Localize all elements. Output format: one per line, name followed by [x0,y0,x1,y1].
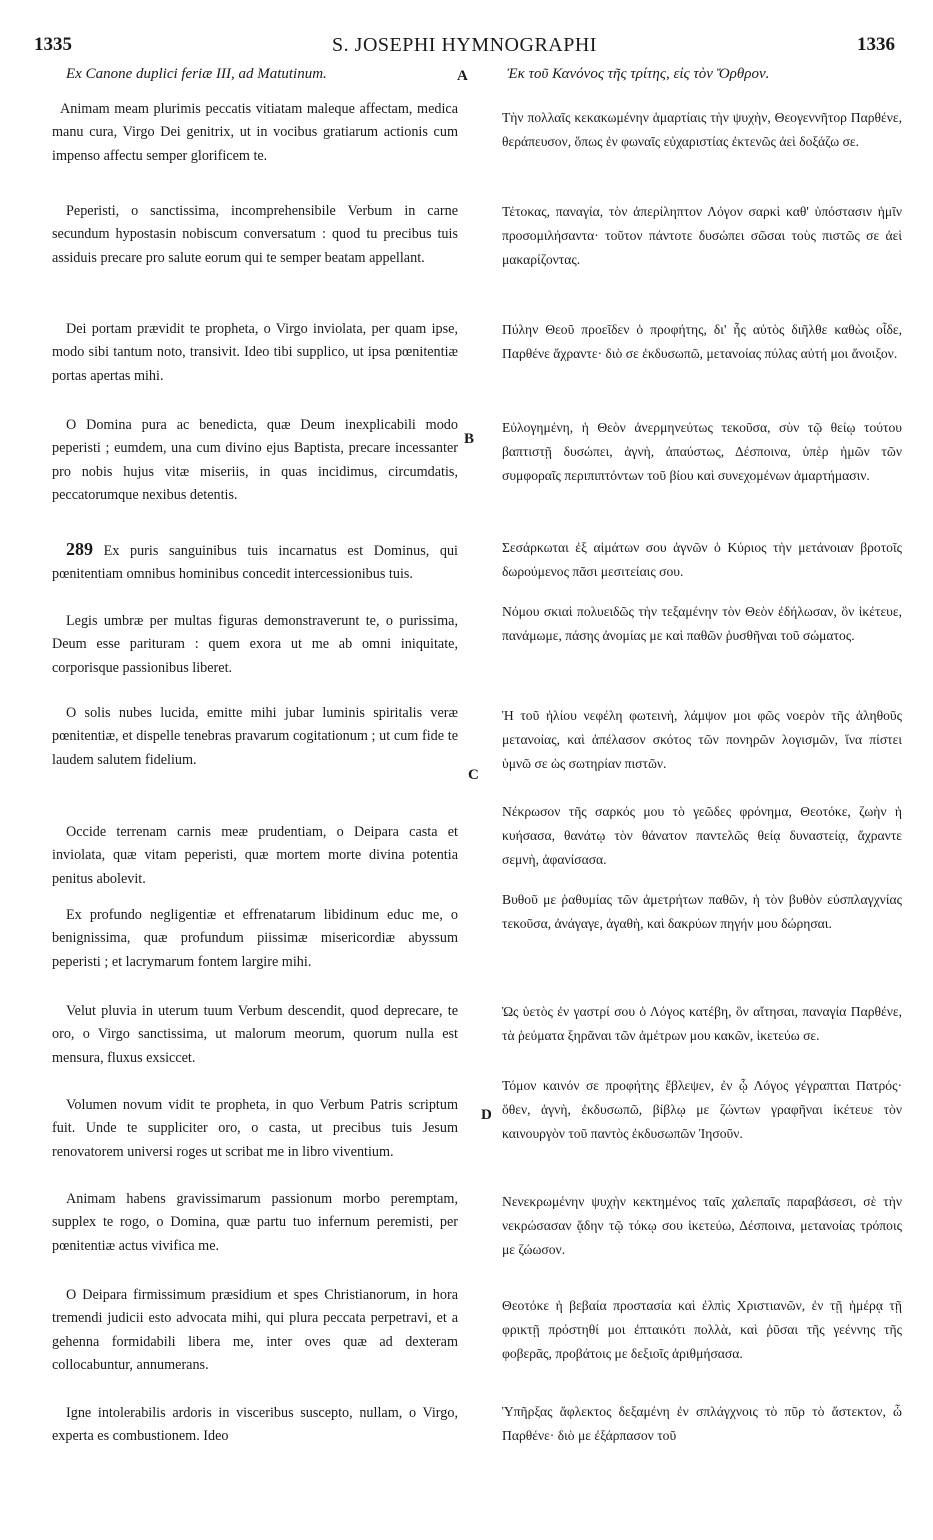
greek-paragraph: Εὐλογημένη, ἡ Θεὸν ἀνερμηνεύτως τεκοῦσα, σὺν τῷ θείῳ τούτου βαπτιστῇ δυσώπει, ἁγνὴ, ἀπαύστως, Δέσποινα, ὑπὲρ ἡμῶν τῶν συμφοραῖς περιπιπτόντων τοῦ βίου καὶ συνεχομένων ἁμαρτήμασιν. [502,420,902,484]
greek-paragraph: Νόμου σκιαὶ πολυειδῶς τὴν τεξαμένην τὸν Θεὸν ἐδήλωσαν, ὃν ἱκέτευε, πανάμωμε, πάσης ἀνομίας με καὶ παθῶν ῥυσθῆναι τοῦ σώματος. [502,604,902,644]
greek-paragraph: Πύλην Θεοῦ προεῖδεν ὁ προφήτης, δι' ἧς αὐτὸς διῆλθε καθὼς οἶδε, Παρθένε ἄχραντε· διὸ σε ἐκδυσωπῶ, μετανοίας πύλας αὐτή μοι ἄνοιξον. [502,322,902,362]
margin-marker-a: A [457,68,468,84]
margin-marker-c: C [468,767,479,783]
latin-paragraph: O solis nubes lucida, emitte mihi jubar luminis spiritalis veræ pœnitentiæ, et dispelle tenebras pravarum cogitationum ; ut cum fide te laudem salutem fidelium. [52,705,458,768]
latin-paragraph: Velut pluvia in uterum tuum Verbum descendit, quod deprecare, te oro, o Virgo sanctissima, ut malorum meorum, quorum nulla est mensura, fluxus exsiccet. [52,1003,458,1066]
greek-paragraph: Θεοτόκε ἡ βεβαία προστασία καὶ ἐλπὶς Χριστιανῶν, ἐν τῇ ἡμέρᾳ τῇ φρικτῇ πρόστηθί μοι ἐπταικότι πολλὰ, καὶ ῥῦσαι τῆς γεέννης τῆς φοβερᾶς, προβάτοις με δεξιοῖς ἀριθμήσασα. [502,1298,902,1362]
greek-paragraph: Ὑπῆρξας ἄφλεκτος δεξαμένη ἐν σπλάγχνοις τὸ πῦρ τὸ ἄστεκτον, ὦ Παρθένε· διὸ με ἐξάρπασον τοῦ [502,1404,902,1444]
page-header [34,34,895,58]
paragraph-number: 289 [66,539,93,559]
margin-marker-b: B [464,431,475,447]
greek-paragraph: Ὡς ὑετὸς ἐν γαστρί σου ὁ Λόγος κατέβη, ὃν αἴτησαι, παναγία Παρθένε, τὰ ῥεύματα ξηρᾶναι τῶν ἀμέτρων μου κακῶν, ἱκετεύω σε. [502,1004,902,1044]
left-column-number: 1335 [34,34,72,55]
running-title: S. JOSEPHI HYMNOGRAPHI [332,34,597,56]
latin-paragraph: Igne intolerabilis ardoris in visceribus suscepto, nullam, o Virgo, experta es combustionem. Ideo [52,1405,458,1445]
latin-paragraph: Ex profundo negligentiæ et effrenatarum libidinum educ me, o benignissima, quæ profundum piissimæ misericordiæ abyssum peperisti ; et lacrymarum fontem largire mihi. [52,907,458,970]
greek-paragraph: Τέτοκας, παναγία, τὸν ἀπερίληπτον Λόγον σαρκὶ καθ' ὑπόστασιν ἡμῖν προσομιλήσαντα· τοῦτον πάντοτε δυσώπει σῶσαι τοὺς πιστῶς σε ἀεὶ μακαρίζοντας. [502,204,902,268]
right-column-number: 1336 [857,34,895,55]
latin-section-heading: Ex Canone duplici feriæ III, ad Matutinum. [66,66,327,82]
latin-paragraph: O Deipara firmissimum præsidium et spes Christianorum, in hora tremendi judicii esto advocata mihi, qui plura peccata perpetravi, et a gehenna formidabili libera me, inter oves quæ ad dexteram collocabuntur, annumerans. [52,1287,458,1373]
greek-paragraph: Βυθοῦ με ῥαθυμίας τῶν ἀμετρήτων παθῶν, ἡ τὸν βυθὸν εὐσπλαγχνίας τεκοῦσα, ἀνάγαγε, ἀγαθὴ, καὶ δακρύων πηγήν μου δώρησαι. [502,892,902,932]
margin-marker-d: D [481,1107,492,1123]
greek-section-heading: Ἐκ τοῦ Κανόνος τῆς τρίτης, εἰς τὸν Ὄρθρον. [507,66,770,82]
greek-paragraph: Νενεκρωμένην ψυχὴν κεκτημένος ταῖς χαλεπαῖς παραβάσεσι, σὲ τὴν νεκρώσασαν ᾅδην τῷ τόκῳ σου ἱκετεύω, Δέσποινα, μετανοίας τρόποις με ζώωσον. [502,1194,902,1258]
latin-paragraph: Dei portam prævidit te propheta, o Virgo inviolata, per quam ipse, modo sibi tantum noto, transivit. Ideo tibi supplico, ut ipsa pœnitentiæ portas apertas mihi. [52,321,458,384]
latin-paragraph: Volumen novum vidit te propheta, in quo Verbum Patris scriptum fuit. Unde te suppliciter oro, o casta, ut precibus tuis Jesum renovatorem universi roges ut scribat me in libro viventium. [52,1097,458,1160]
greek-paragraph: Σεσάρκωται ἐξ αἱμάτων σου ἁγνῶν ὁ Κύριος τὴν μετάνοιαν βροτοῖς δωρούμενος πᾶσι μεσιτείαις σου. [502,540,902,580]
latin-paragraph: Peperisti, o sanctissima, incomprehensibile Verbum in carne secundum hypostasin nobiscum conversatum : quod tu precibus tuis assiduis precare pro salute eorum qui te semper beatam appellant. [52,203,458,266]
latin-paragraph: Legis umbræ per multas figuras demonstraverunt te, o purissima, Deum esse parituram : quem exora ut me ab omni iniquitate, corporisque passionibus liberet. [52,613,458,676]
latin-paragraph: Occide terrenam carnis meæ prudentiam, o Deipara casta et inviolata, quæ vitam peperisti, quæ mortem morte divina potentia penitus abolevit. [52,824,458,887]
greek-paragraph: Τὴν πολλαῖς κεκακωμένην ἁμαρτίαις τὴν ψυχὴν, Θεογεννῆτορ Παρθένε, θεράπευσον, ὅπως ἐν φωναῖς εὐχαριστίας ἐκτενῶς ἀεὶ δοξάζω σε. [502,110,902,150]
greek-paragraph: Ἡ τοῦ ἡλίου νεφέλη φωτεινὴ, λάμψον μοι φῶς νοερὸν τῆς ἀληθοῦς μετανοίας, καὶ ἀπέλασον σκότος τῶν πονηρῶν λογισμῶν, ἵνα πίστει ὑμνῶ σε ὡς σωτηρίαν πιστῶν. [502,708,902,772]
greek-paragraph: Τόμον καινόν σε προφήτης ἔβλεψεν, ἐν ᾧ Λόγος γέγραπται Πατρός· ὅθεν, ἁγνὴ, ἐκδυσωπῶ, βίβλῳ με ζώντων γραφῆναι ἱκέτευε τὸν καινουργὸν τοῦ παντὸς ἐκδυσωπῶν Ἰησοῦν. [502,1078,902,1142]
latin-paragraph: O Domina pura ac benedicta, quæ Deum inexplicabili modo peperisti ; eumdem, una cum divino ejus Baptista, precare incessanter pro nobis hujus vitæ miseriis, in quas incidimus, circumdatis, peccatorumque nexibus detentis. [52,417,458,503]
latin-paragraph-text: Ex puris sanguinibus tuis incarnatus est Dominus, qui pœnitentiam omnibus hominibus concedit intercessionibus tuis. [52,543,459,583]
greek-paragraph: Νέκρωσον τῆς σαρκός μου τὸ γεῶδες φρόνημα, Θεοτόκε, ζωὴν ἡ κυήσασα, θανάτῳ τὸν θάνατον παντελῶς θείᾳ δυναστείᾳ, ἄχραντε σεμνὴ, ἀφανίσασα. [502,804,902,868]
latin-paragraph: Animam meam plurimis peccatis vitiatam maleque affectam, medica manu cura, Virgo Dei genitrix, ut in vocibus gratiarum actionis cum impenso affectu semper glorificem te. [52,101,458,164]
latin-paragraph: Animam habens gravissimarum passionum morbo peremptam, supplex te rogo, o Domina, quæ partu tuo infernum peremisti, per pœnitentiæ actus vivifica me. [52,1191,458,1254]
latin-paragraph-289 [52,538,458,587]
